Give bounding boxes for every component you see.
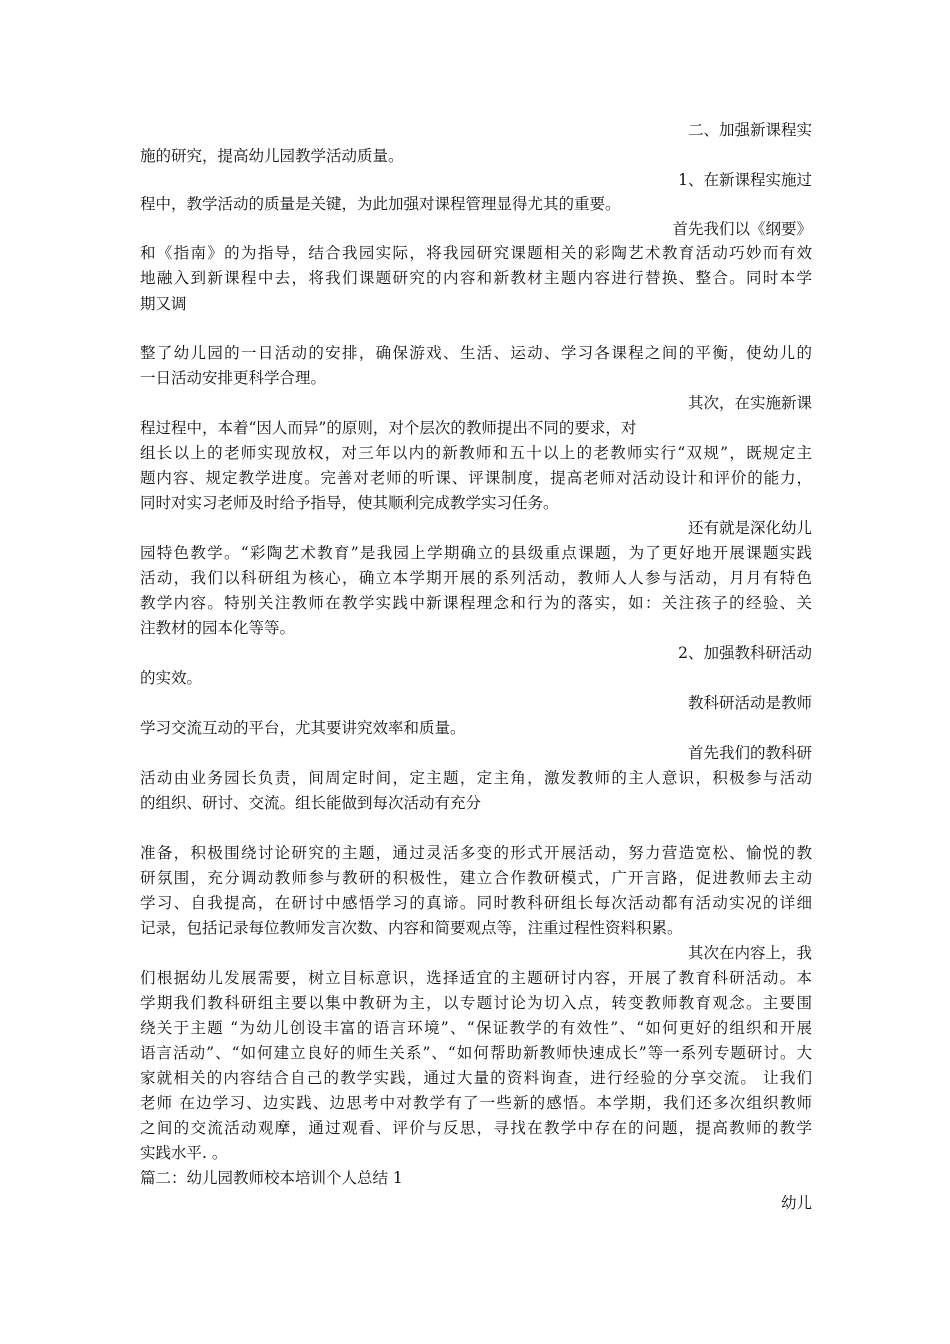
text-line: 程中，教学活动的质量是关键，为此加强对课程管理显得尤其的重要。 bbox=[140, 195, 621, 213]
text-line: 地融入到新课程中去，将我们课题研究的内容和新教材主题内容进行替换、整合。同时本学 bbox=[140, 269, 812, 287]
text-line: 的实效。 bbox=[140, 669, 203, 687]
text-line: 和《指南》的为指导，结合我园实际，将我园研究课题相关的彩陶艺术教育活动巧妙而有效 bbox=[140, 244, 812, 262]
text-line: 实践水平. 。 bbox=[140, 1144, 228, 1162]
text-line: 题内容、规定教学进度。完善对老师的听课、评课制度，提高老师对活动设计和评价的能力， bbox=[140, 469, 812, 487]
text-line: 教学内容。特别关注教师在教学实践中新课程理念和行为的落实，如：关注孩子的经验、关 bbox=[140, 594, 812, 612]
text-line: 园特色教学。“彩陶艺术教育”是我园上学期确立的县级重点课题，为了更好地开展课题实践 bbox=[140, 544, 812, 562]
paragraph-start: 首先我们以《纲要》 bbox=[672, 220, 812, 238]
subheading-two: 2、加强教科研活动 bbox=[678, 644, 812, 662]
paragraph-start: 其次在内容上，我 bbox=[687, 944, 812, 962]
text-line: 之间的交流活动观摩，通过观看、评价与反思，寻找在教学中存在的问题，提高教师的教学 bbox=[140, 1119, 812, 1137]
text-line: 一日活动安排更科学合理。 bbox=[140, 369, 327, 387]
text-line: 学习、自我提高，在研讨中感悟学习的真谛。同时教科研组长每次活动都有活动实况的详细 bbox=[140, 894, 812, 912]
text-line: 期又调 bbox=[140, 295, 187, 313]
paragraph-start: 教科研活动是教师 bbox=[687, 694, 812, 712]
paragraph-start: 还有就是深化幼儿 bbox=[687, 519, 812, 537]
text-line: 学期我们教科研组主要以集中教研为主，以专题讨论为切入点，转变教师教育观念。主要围 bbox=[140, 994, 812, 1012]
text-line: 老师 在边学习、边实践、边思考中对教学有了一些新的感悟。本学期，我们还多次组织教师 bbox=[140, 1094, 812, 1112]
text-line: 家就相关的内容结合自己的教学实践，通过大量的资料询查，进行经验的分享交流。 让我们 bbox=[140, 1069, 812, 1087]
text-line: 准备，积极围绕讨论研究的主题，通过灵活多变的形式开展活动，努力营造宽松、愉悦的教 bbox=[140, 844, 812, 862]
heading-section-two: 二、加强新课程实 bbox=[687, 121, 812, 139]
text-line: 研氛围，充分调动教师参与教研的积极性，建立合作教研模式，广开言路，促进教师去主动 bbox=[140, 869, 812, 887]
text-line: 同时对实习老师及时给予指导，使其顺利完成教学实习任务。 bbox=[140, 494, 559, 512]
paragraph-start: 幼儿 bbox=[780, 1194, 812, 1212]
text-line: 们根据幼儿发展需要，树立目标意识，选择适宜的主题研讨内容，开展了教育科研活动。本 bbox=[140, 969, 812, 987]
text-line: 注教材的园本化等等。 bbox=[140, 619, 296, 637]
paragraph-start: 其次，在实施新课 bbox=[687, 394, 812, 412]
subheading-one: 1、在新课程实施过 bbox=[678, 171, 812, 189]
text-line: 语言活动”、“如何建立良好的师生关系”、“如何帮助新教师快速成长”等一系列专题研讨。大 bbox=[140, 1044, 812, 1062]
text-line: 记录，包括记录每位教师发言次数、内容和简要观点等，注重过程性资料积累。 bbox=[140, 919, 683, 937]
text-line: 绕关于主题 “为幼儿创设丰富的语言环境”、“保证教学的有效性”、“如何更好的组织和开展 bbox=[140, 1019, 812, 1037]
text-line: 的组织、研讨、交流。组长能做到每次活动有充分 bbox=[140, 794, 482, 812]
text-line: 整了幼儿园的一日活动的安排，确保游戏、生活、运动、学习各课程之间的平衡，使幼儿的 bbox=[140, 344, 812, 362]
text-line: 组长以上的老师实现放权，对三年以内的新教师和五十以上的老教师实行“双规”，既规定主 bbox=[140, 444, 812, 462]
text-line: 程过程中，本着“因人而异”的原则，对个层次的教师提出不同的要求，对 bbox=[140, 419, 637, 437]
paragraph-start: 首先我们的教科研 bbox=[687, 744, 812, 762]
section-title-part-two: 篇二：幼儿园教师校本培训个人总结 1 bbox=[140, 1169, 403, 1187]
text-line: 活动由业务园长负责，间周定时间，定主题，定主角，激发教师的主人意识，积极参与活动 bbox=[140, 769, 812, 787]
text-line: 活动，我们以科研组为核心，确立本学期开展的系列活动，教师人人参与活动，月月有特色 bbox=[140, 569, 812, 587]
text-line: 学习交流互动的平台，尤其要讲究效率和质量。 bbox=[140, 719, 466, 737]
text-line: 施的研究，提高幼儿园教学活动质量。 bbox=[140, 147, 404, 165]
